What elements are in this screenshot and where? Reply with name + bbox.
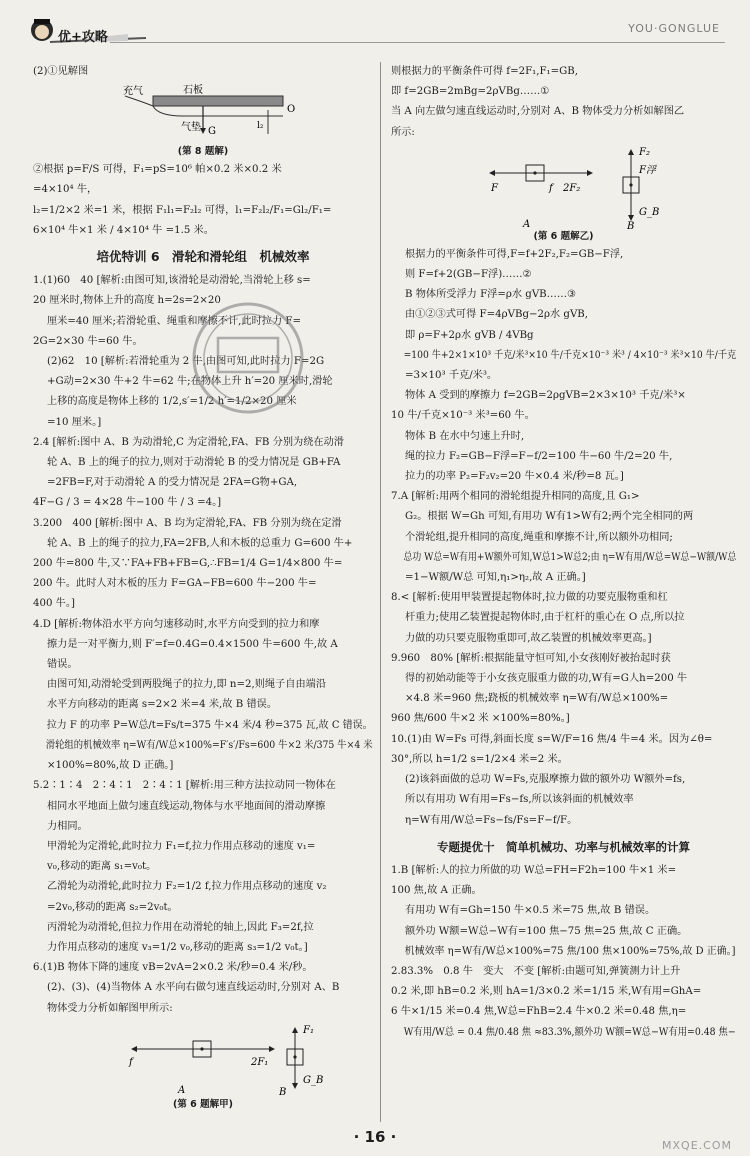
text-line: 丙滑轮为动滑轮,但拉力作用在动滑轮的轴上,因此 F₃=2f,拉 (47, 921, 314, 933)
section-title-6: 培优特训 6 滑轮和滑轮组 机械效率 (96, 249, 310, 265)
figure-6a (33, 1019, 373, 1097)
text-line: (2)、(3)、(4)当物体 A 水平向右做匀速直线运动时,分别对 A、B (47, 982, 340, 994)
text-line: 5.2∶1∶4 2∶4∶1 2∶4∶1 [解析:用三种方法拉动同一物体在 (33, 780, 336, 792)
text-line: 2.4 [解析:图中 A、B 为动滑轮,C 为定滑轮,FA、FB 分别为绕在动滑 (33, 436, 344, 448)
text-line: =4×10⁴ 牛， (33, 184, 98, 196)
text-line: 6 牛×1/15 米=0.4 焦,W总=FhB=2.4 牛×0.2 米=0.48 焦,η= (391, 1006, 687, 1018)
text-line: 30°,所以 h=1/2 s=1/2×4 米=2 米。 (391, 753, 568, 765)
text-line: 擦力是一对平衡力,则 F′=f=0.4G=0.4×1500 牛=600 牛,故 A (47, 638, 338, 650)
text-line: 即 ρ=F+2ρ水 gVB / 4VBg (405, 329, 534, 341)
text-line: 机械效率 η=W有/W总×100%=75 焦/100 焦×100%=75%,故 D 正确。] (404, 945, 736, 957)
figure-8-caption: (第 8 题解) (177, 146, 229, 158)
text-line: G₂。根据 W=Gh 可知,有用功 W有1>W有2;两个完全相同的两 (405, 511, 694, 523)
text-line: 0.2 米,即 hB=0.2 米,则 hA=1/3×0.2 米=1/15 米,W有用=GhA= (391, 986, 702, 998)
brand-title: 优+攻略 (58, 30, 108, 45)
text-line: 2G=2×30 牛=60 牛。 (33, 335, 143, 347)
text-line: 相同水平地面上做匀速直线运动,物体与水平地面间的滑动摩擦 (47, 800, 326, 812)
text-line: ×4.8 米=960 焦;跷板的机械效率 η=W有/W总×100%= (405, 693, 669, 705)
text-line: 物体 B 在水中匀速上升时, (405, 430, 525, 442)
fig8-label: 气垫 (181, 122, 201, 134)
text-line: ②根据 p=F/S 可得，F₁=pS=10⁶ 帕×0.2 米×0.2 米 (33, 164, 282, 176)
text-line: 由①②③式可得 F=4ρVBg−2ρ水 gVB, (405, 309, 589, 321)
figure-6b (391, 143, 736, 229)
text-line: +G动=2×30 牛+2 牛=62 牛;在物体上升 h′=20 厘米时,滑轮 (47, 376, 333, 388)
fig8-label: 充气 (123, 86, 143, 98)
header-rule (110, 42, 725, 43)
figure-8-diagram (33, 82, 373, 144)
text-line: W有用/W总 = 0.4 焦/0.48 焦 ≈83.3%,额外功 W额=W总−W有用=0.48 焦− (403, 1026, 736, 1038)
text-line: 杆重力;使用乙装置提起物体时,由于杠杆的重心在 O 点,所以拉 (405, 612, 685, 624)
text-line: 拉力的功率 P₂=F₂v₂=20 牛×0.4 米/秒=8 瓦。] (405, 471, 624, 483)
right-explanation-lines (391, 245, 736, 831)
fig6a-label: A (178, 1084, 186, 1096)
text-line: 7.A [解析:用两个相同的滑轮组提升相同的高度,且 G₁> (391, 491, 640, 503)
text-line: ×100%=80%,故 D 正确。] (47, 760, 174, 772)
left-intro-lines (33, 62, 373, 82)
text-line: 个滑轮组,提升相同的高度,绳重和摩擦不计,所以额外功相同; (405, 531, 673, 543)
text-line: 上移的高度是物体上移的 1/2,s′=1/2 h′=1/2×20 厘米 (47, 396, 297, 408)
fig6a-label: B (279, 1086, 287, 1097)
fig6b-label: 2F₂ (563, 182, 581, 194)
text-line: 力相同。 (47, 820, 88, 832)
text-line: (2)该斜面做的总功 W=Fs,克服摩擦力做的额外功 W额外=fs, (405, 774, 686, 786)
text-line: 9.960 80% [解析:根据能量守恒可知,小女孩刚好被抬起时获 (391, 652, 671, 664)
text-line: 8.< [解析:使用甲装置提起物体时,拉力做的功要克服物重和杠 (391, 592, 668, 604)
text-line: 所示: (391, 126, 415, 138)
text-line: 轮 A、B 上的绳子的拉力,FA=2FB,人和木板的总重力 G=600 牛+ (47, 537, 353, 549)
fig6b-label: f (549, 182, 553, 194)
right-intro-lines (391, 62, 736, 143)
fig6b-label: F₂ (639, 146, 650, 158)
text-line: 3.200 400 [解析:图中 A、B 均为定滑轮,FA、FB 分别为绕在定滑 (33, 517, 342, 529)
fig6b-label: A (523, 218, 531, 229)
text-line: l₂=1/2×2 米=1 米，根据 F₁l₁=F₂l₂ 可得，l₁=F₂l₂/F₁=Gl₂/F₁= (33, 204, 332, 216)
text-line: 100 焦,故 A 正确。 (391, 885, 482, 897)
fig8-label: 石板 (183, 85, 203, 97)
text-line: 2.83.3% 0.8 牛 变大 不变 [解析:由题可知,弹簧测力计上升 (391, 965, 681, 977)
fig8-label: G (208, 126, 216, 138)
right-column (391, 62, 736, 1043)
text-line: 20 厘米时,物体上升的高度 h=2s=2×20 (33, 295, 221, 307)
page-header (0, 0, 750, 62)
text-line: 即 f=2GB=2mBg=2ρVBg……① (391, 86, 550, 98)
section-title-topic-10: 专题提优十 简单机械功、功率与机械效率的计算 (437, 839, 690, 854)
text-line: 1.(1)60 40 [解析:由图可知,该滑轮是动滑轮,当滑轮上移 s= (33, 275, 311, 287)
text-line: 滑轮组的机械效率 η=W有/W总×100%=F′s′/Fs=600 牛×2 米/375 牛×4 米 (45, 739, 373, 751)
text-line: 则 F=f+2(GB−F浮)……② (405, 269, 532, 281)
brand-tag: YOU·GONGLUE (628, 22, 720, 35)
text-line: 根据力的平衡条件可得,F=f+2F₂,F₂=GB−F浮, (405, 248, 624, 260)
left-explanation-lines (33, 160, 373, 241)
text-line: 绳的拉力 F₂=GB−F浮=F−f/2=100 牛−60 牛/2=20 牛, (405, 450, 673, 462)
fig6a-label: f (129, 1056, 133, 1068)
text-line: 当 A 向左做匀速直线运动时,分别对 A、B 物体受力分析如解图乙 (391, 106, 685, 118)
text-line: 由图可知,动滑轮受到两股绳子的拉力,即 n=2,则绳子自由端沿 (47, 679, 327, 691)
text-line: 960 焦/600 牛×2 米 ×100%=80%。] (391, 713, 570, 725)
column-divider (380, 62, 381, 1122)
text-line: 200 牛=800 牛,又∵FA+FB+FB=G,∴FB=1/4 G=1/4×800 牛= (33, 558, 343, 570)
text-line: (2)62 10 [解析:若滑轮重为 2 牛,由图可知,此时拉力 F=2G (47, 356, 325, 368)
text-line: 拉力 F 的功率 P=W总/t=Fs/t=375 牛×4 米/4 秒=375 瓦,故 C 错误。 (46, 719, 373, 731)
fig6b-label: F浮 (639, 164, 656, 176)
text-line: 6.(1)B 物体下降的速度 vB=2vA=2×0.2 米/秒=0.4 米/秒。 (33, 962, 313, 974)
text-line: 水平方向移动的距离 s=2×2 米=4 米,故 B 错误。 (47, 699, 278, 711)
fig8-label: O (287, 104, 296, 116)
text-line: 力做的功只要克服物重即可,故乙装置的机械效率更高。] (405, 632, 652, 644)
text-line: 总功 W总=W有用+W额外可知,W总1>W总2;由 η=W有用/W总=W总−W额/W总 (403, 551, 737, 563)
left-column (33, 62, 373, 1113)
text-line: 6×10⁴ 牛×1 米 / 4×10⁴ 牛 =1.5 米。 (33, 224, 214, 236)
text-line: (2)①见解图 (33, 66, 89, 77)
text-line: =2v₀,移动的距离 s₂=2v₀t。 (47, 901, 178, 913)
text-line: 额外功 W额=W总−W有=100 焦−75 焦=25 焦,故 C 正确。 (405, 925, 688, 937)
figure-6b-diagram (391, 143, 736, 229)
text-line: =10 厘米。] (47, 416, 102, 428)
text-line: =1−W额/W总 可知,η₁>η₂,故 A 正确。] (405, 572, 586, 584)
text-line: 4F−G / 3 = 4×28 牛−100 牛 / 3 =4。] (33, 497, 222, 509)
text-line: 400 牛。] (33, 598, 75, 610)
right-answer-items (391, 861, 736, 1043)
text-line: 有用功 W有=Gh=150 牛×0.5 米=75 焦,故 B 错误。 (405, 905, 656, 917)
text-line: 厘米=40 厘米;若滑轮重、绳重和摩擦不计,此时拉力 F= (47, 315, 301, 327)
text-line: 错误。 (47, 659, 78, 671)
text-line: 200 牛。此时人对木板的压力 F=GA−FB=600 牛−200 牛= (33, 578, 317, 590)
text-line: =2FB=F,对于动滑轮 A 的受力情况是 2FA=G物+GA, (47, 477, 298, 489)
fig6b-label: F (491, 182, 498, 194)
text-line: 10.(1)由 W=Fs 可得,斜面长度 s=W/F=16 焦/4 牛=4 米。因为∠θ= (391, 733, 713, 745)
figure-6a-caption: (第 6 题解甲) (173, 1098, 233, 1110)
fig6a-label: F₁ (303, 1024, 314, 1036)
text-line: 则根据力的平衡条件可得 f=2F₁,F₁=GB, (391, 66, 579, 77)
text-line: 1.B [解析:人的拉力所做的功 W总=FH=F2h=100 牛×1 米= (391, 864, 677, 876)
figure-8 (33, 82, 373, 144)
text-line: 轮 A、B 上的绳子的拉力,则对于动滑轮 B 的受力情况是 GB+FA (47, 457, 341, 469)
text-line: 物体受力分析如解图甲所示: (47, 1002, 173, 1014)
fig6b-label: B (627, 220, 635, 229)
page-number: · 16 · (353, 1128, 397, 1146)
text-line: 物体 A 受到的摩擦力 f=2GB=2ρgVB=2×3×10³ 千克/米³× (405, 390, 686, 402)
text-line: v₀,移动的距离 s₁=v₀t。 (47, 861, 157, 873)
fig8-label: l₂ (257, 121, 264, 132)
text-line: =3×10³ 千克/米³。 (405, 370, 498, 382)
text-line: 10 牛/千克×10⁻³ 米³=60 牛。 (391, 410, 535, 422)
stamp-seal-icon (188, 298, 308, 418)
text-line: 4.D [解析:物体沿水平方向匀速移动时,水平方向受到的拉力和摩 (33, 618, 320, 630)
text-line: η=W有用/W总=Fs−fs/Fs=F−f/F。 (405, 814, 578, 826)
text-line: 乙滑轮为动滑轮,此时拉力 F₂=1/2 f,拉力作用点移动的速度 v₂ (47, 881, 327, 893)
text-line: =100 牛+2×1×10³ 千克/米³×10 牛/千克×10⁻³ 米³ / 4×10⁻³ 米³×10 牛/千克 (403, 349, 737, 361)
fig6b-label: G_B (639, 206, 660, 218)
text-line: B 物体所受浮力 F浮=ρ水 gVB……③ (405, 289, 577, 301)
fig6a-label: G_B (303, 1074, 324, 1086)
figure-6b-caption: (第 6 题解乙) (533, 230, 594, 242)
text-line: 所以有用功 W有用=Fs−fs,所以该斜面的机械效率 (405, 794, 634, 806)
text-line: 甲滑轮为定滑轮,此时拉力 F₁=f,拉力作用点移动的速度 v₁= (47, 840, 316, 852)
text-line: 力作用点移动的速度 v₃=1/2 v₀,移动的距离 s₃=1/2 v₀t。] (47, 941, 308, 953)
fig6a-label: 2F₁ (251, 1056, 269, 1068)
figure-6a-diagram (33, 1019, 373, 1097)
watermark: MXQE.COM (662, 1139, 732, 1152)
text-line: 得的初始动能等于小女孩克服重力做的功,W有=G人h=200 牛 (405, 673, 688, 685)
